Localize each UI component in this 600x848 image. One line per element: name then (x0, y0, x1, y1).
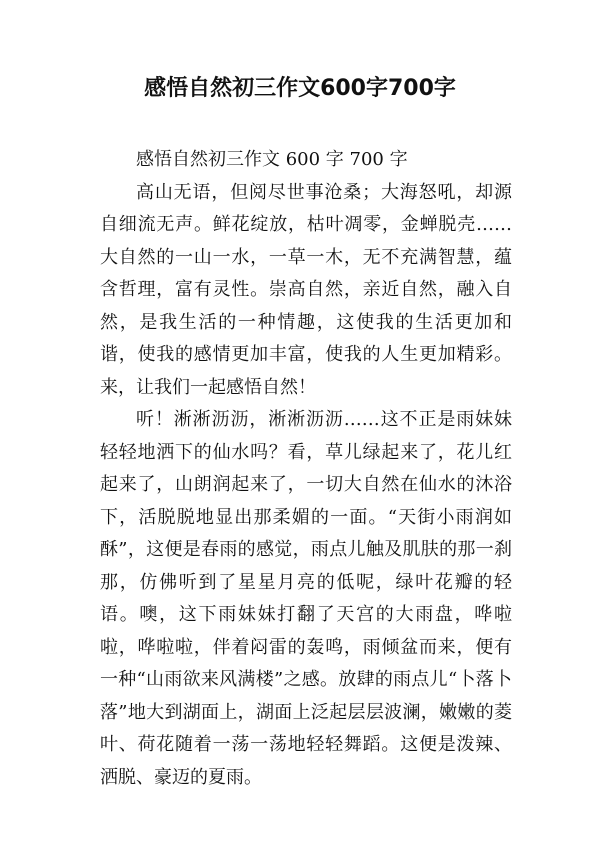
paragraph: 听！淅淅沥沥，淅淅沥沥……这不正是雨妹妹轻轻地洒下的仙水吗？看，草儿绿起来了，花儿红起来了，山朗润起来了，一切大自然在仙水的沐浴下，活脱脱地显出那柔媚的一面。“天街小雨润如酥”，这便是春雨的感觉，雨点儿触及肌肤的那一刹那，仿佛听到了星星月亮的低呢，绿叶花瓣的轻语。噢，这下雨妹妹打翻了天宫的大雨盘，哗啦啦，哗啦啦，伴着闷雷的轰鸣，雨倾盆而来，便有一种“山雨欲来风满楼”之感。放肆的雨点儿“卜落卜落”地大到湖面上，湖面上泛起层层波澜，嫩嫩的菱叶、荷花随着一荡一荡地轻轻舞蹈。这便是泼辣、洒脱、豪迈的夏雨。 (100, 409, 512, 788)
document-body (100, 144, 512, 794)
document-title: 感悟自然初三作文600字700字 (144, 76, 456, 101)
paragraph: 高山无语，但阅尽世事沧桑；大海怒吼，却源自细流无声。鲜花绽放，枯叶凋零，金蝉脱壳……大自然的一山一水，一草一木，无不充满智慧，蕴含哲理，富有灵性。崇高自然，亲近自然，融入自然，是我生活的一种情趣，这使我的生活更加和谐，使我的感情更加丰富，使我的人生更加精彩。来，让我们一起感悟自然！ (100, 181, 512, 398)
document-subtitle: 感悟自然初三作文 600 字 700 字 (136, 149, 408, 170)
